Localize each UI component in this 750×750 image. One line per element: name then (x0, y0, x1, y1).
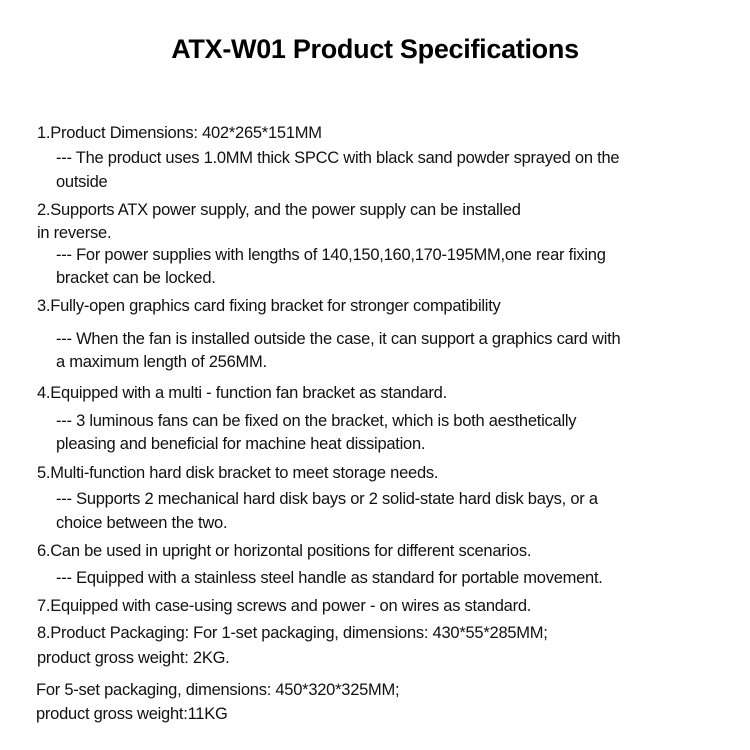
spec-item-4-detail: --- 3 luminous fans can be fixed on the bracket, which is both aesthetically (56, 412, 577, 430)
spec-item-6-heading: 6.Can be used in upright or horizontal positions for different scenarios. (37, 542, 532, 560)
spec-item-7-heading: 7.Equipped with case-using screws and power - on wires as standard. (37, 597, 532, 615)
spec-item-3-detail-cont: a maximum length of 256MM. (56, 353, 267, 371)
spec-item-2-detail-cont: bracket can be locked. (56, 269, 216, 287)
spec-item-2-heading-cont: in reverse. (37, 224, 112, 242)
spec-item-3-detail: --- When the fan is installed outside the case, it can support a graphics card with (56, 330, 621, 348)
spec-item-5-detail: --- Supports 2 mechanical hard disk bays or 2 solid-state hard disk bays, or a (56, 490, 598, 508)
spec-item-1-heading: 1.Product Dimensions: 402*265*151MM (37, 124, 322, 142)
spec-item-5-heading: 5.Multi-function hard disk bracket to meet storage needs. (37, 464, 439, 482)
spec-item-8-heading: 8.Product Packaging: For 1-set packaging, dimensions: 430*55*285MM; (37, 624, 548, 642)
spec-item-2-heading: 2.Supports ATX power supply, and the power supply can be installed (37, 201, 521, 219)
page-title: ATX-W01 Product Specifications (171, 34, 579, 64)
spec-item-5-detail-cont: choice between the two. (56, 514, 228, 532)
spec-item-8-extra-cont: product gross weight:11KG (36, 705, 228, 723)
spec-item-2-detail: --- For power supplies with lengths of 140,150,160,170-195MM,one rear fixing (56, 246, 606, 264)
spec-item-8-heading-cont: product gross weight: 2KG. (37, 649, 230, 667)
spec-item-3-heading: 3.Fully-open graphics card fixing bracket for stronger compatibility (37, 297, 501, 315)
spec-item-4-heading: 4.Equipped with a multi - function fan bracket as standard. (37, 384, 447, 402)
spec-item-1-detail: --- The product uses 1.0MM thick SPCC with black sand powder sprayed on the (56, 149, 620, 167)
spec-item-4-detail-cont: pleasing and beneficial for machine heat dissipation. (56, 435, 426, 453)
spec-item-1-detail-cont: outside (56, 173, 108, 191)
spec-item-6-detail: --- Equipped with a stainless steel handle as standard for portable movement. (56, 569, 603, 587)
spec-item-8-extra: For 5-set packaging, dimensions: 450*320*325MM; (36, 681, 400, 699)
